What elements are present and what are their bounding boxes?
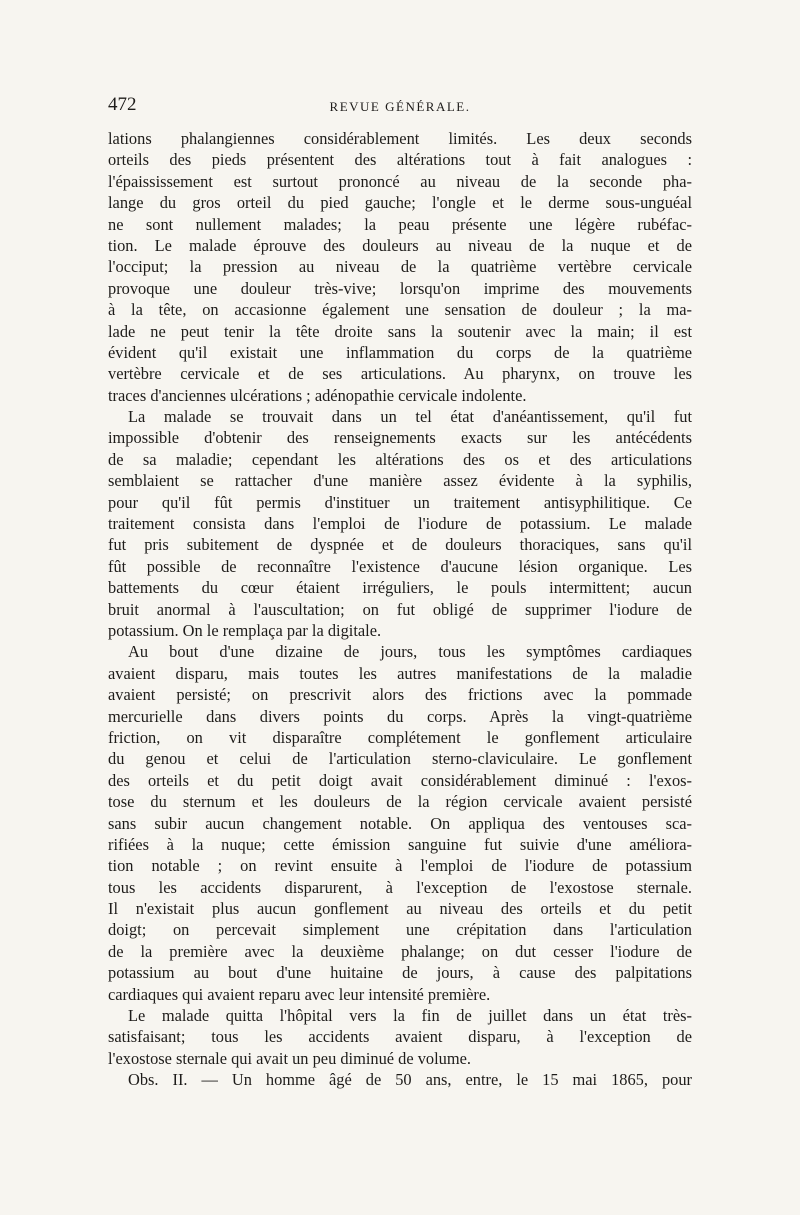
text-line: bruit anormal à l'auscultation; on fut obligé de supprimer l'iodure de [108, 599, 692, 619]
running-head: REVUE GÉNÉRALE. [329, 99, 471, 114]
paragraph [108, 406, 692, 641]
text-line: Obs. II. — Un homme âgé de 50 ans, entre, le 15 mai 1865, pour [128, 1070, 692, 1090]
text-line: l'exostose sternale qui avait un peu diminué de volume. [108, 1048, 472, 1068]
text-line: lations phalangiennes considérablement limités. Les deux seconds [108, 129, 692, 148]
text-line: La malade se trouvait dans un tel état d'anéantissement, qu'il fut [128, 407, 692, 427]
document-page [108, 94, 692, 1091]
text-line: impossible d'obtenir des renseignements exacts sur les antécédents [108, 428, 692, 448]
text-line: fût possible de reconnaître l'existence d'aucune lésion organique. Les [108, 556, 692, 576]
page-header [108, 94, 692, 128]
text-line: pour qu'il fût permis d'instituer un traitement antisyphilitique. Ce [108, 492, 692, 512]
text-line: sans subir aucun changement notable. On appliqua des ventouses sca- [108, 813, 692, 833]
text-line: potassium au bout d'une huitaine de jours, à cause des palpitations [108, 963, 692, 983]
paragraph [108, 1005, 692, 1069]
text-line: satisfaisant; tous les accidents avaient disparu, à l'exception de [108, 1027, 692, 1047]
text-line: orteils des pieds présentent des altérations tout à fait analogues : [108, 150, 692, 170]
text-line: de sa maladie; cependant les altérations des os et des articulations [108, 449, 692, 469]
text-line: tion notable ; on revint ensuite à l'emploi de l'iodure de potassium [108, 856, 692, 876]
paragraph [108, 641, 692, 1005]
text-line: Il n'existait plus aucun gonflement au niveau des orteils et du petit [108, 899, 692, 919]
text-line: Le malade quitta l'hôpital vers la fin de juillet dans un état très- [128, 1006, 692, 1026]
text-line: Au bout d'une dizaine de jours, tous les symptômes cardiaques [128, 642, 692, 662]
text-line: lange du gros orteil du pied gauche; l'ongle et le derme sous-unguéal [108, 193, 692, 213]
text-line: semblaient se rattacher d'une manière assez évidente à la syphilis, [108, 471, 692, 491]
text-line: l'occiput; la pression au niveau de la quatrième vertèbre cervicale [108, 257, 692, 277]
text-line: tous les accidents disparurent, à l'exception de l'exostose sternale. [108, 877, 692, 897]
paragraph [108, 128, 692, 406]
text-line: à la tête, on accasionne également une sensation de douleur ; la ma- [108, 300, 692, 320]
text-line: doigt; on percevait simplement une crépitation dans l'articulation [108, 920, 692, 940]
paragraph [108, 1069, 692, 1090]
text-line: du genou et celui de l'articulation sterno-claviculaire. Le gonflement [108, 749, 692, 769]
text-line: cardiaques qui avaient reparu avec leur intensité première. [108, 984, 491, 1004]
text-line: vertèbre cervicale et de ses articulations. Au pharynx, on trouve les [108, 364, 692, 384]
text-line: lade ne peut tenir la tête droite sans la soutenir avec la main; il est [108, 321, 692, 341]
text-line: avaient persisté; on prescrivit alors des frictions avec la pommade [108, 685, 692, 705]
text-line: fut pris subitement de dyspnée et de douleurs thoraciques, sans qu'il [108, 535, 692, 555]
text-line: mercurielle dans divers points du corps. Après la vingt-quatrième [108, 706, 692, 726]
body-text [108, 128, 692, 1091]
text-line: des orteils et du petit doigt avait considérablement diminué : l'exos- [108, 770, 692, 790]
text-line: ne sont nullement malades; la peau présente une légère rubéfac- [108, 214, 692, 234]
text-line: provoque une douleur très-vive; lorsqu'on imprime des mouvements [108, 278, 692, 298]
text-line: de la première avec la deuxième phalange; on dut cesser l'iodure de [108, 941, 692, 961]
text-line: évident qu'il existait une inflammation du corps de la quatrième [108, 342, 692, 362]
page-number: 472 [108, 94, 137, 115]
text-line: tion. Le malade éprouve des douleurs au niveau de la nuque et de [108, 235, 692, 255]
text-line: rifiées à la nuque; cette émission sanguine fut suivie d'une améliora- [108, 834, 692, 854]
text-line: tose du sternum et les douleurs de la région cervicale avaient persisté [108, 792, 692, 812]
text-line: avaient disparu, mais toutes les autres manifestations de la maladie [108, 663, 692, 683]
text-line: traces d'anciennes ulcérations ; adénopathie cervicale indolente. [108, 385, 527, 405]
text-line: potassium. On le remplaça par la digitale. [108, 620, 382, 640]
text-line: battements du cœur étaient irréguliers, le pouls intermittent; aucun [108, 578, 692, 598]
text-line: traitement consista dans l'emploi de l'iodure de potassium. Le malade [108, 514, 692, 534]
text-line: friction, on vit disparaître complétement le gonflement articulaire [108, 727, 692, 747]
text-line: l'épaississement est surtout prononcé au niveau de la seconde pha- [108, 171, 692, 191]
